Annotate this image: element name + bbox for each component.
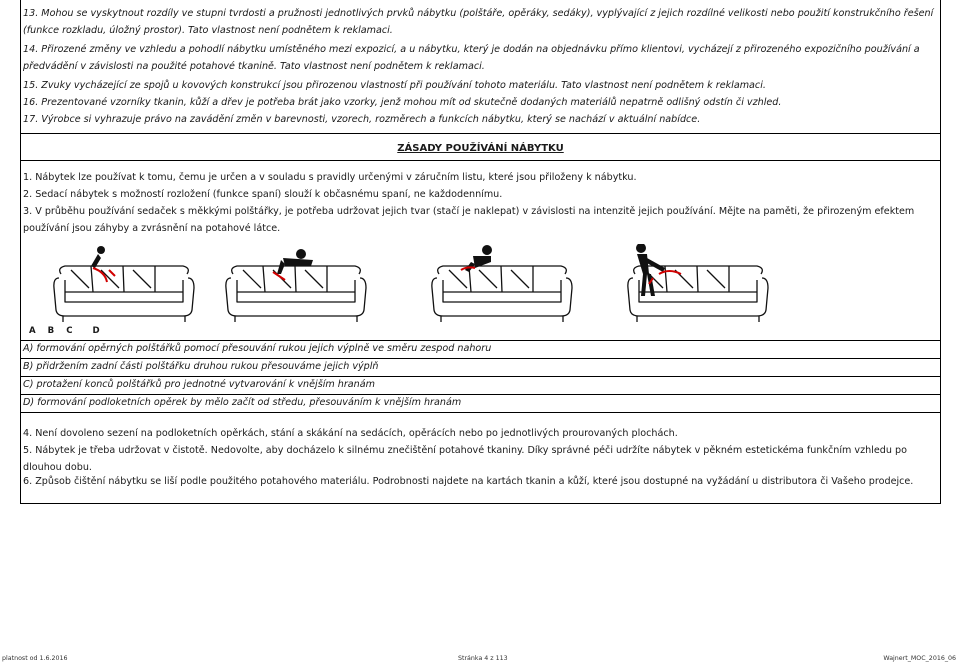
figure-letter: A — [29, 326, 36, 336]
figure-description-a: A) formování opěrných polštářků pomocí přesouvání rukou jejich výplně ve směru zespod nahoru — [23, 343, 492, 354]
section-title: ZÁSADY POUŽÍVÁNÍ NÁBYTKU — [397, 143, 564, 154]
figure-description-b: B) přidržením zadní části polštářku druhou rukou přesouváme jejich výplň — [23, 361, 379, 372]
rule-5: 5. Nábytek je třeba udržovat v čistotě. Nedovolte, aby docházelo k silnému znečištění potahové tkaniny. Díky správné péči udržíte nábytek v pěkném estetickéma funkčním vzhledu po dlouhou dobu. — [23, 445, 907, 473]
sofa-illustration-c — [429, 244, 574, 326]
rule-1: 1. Nábytek lze používat k tomu, čemu je určen a v souladu s pravidly určenými v záručním listu, které jsou přiloženy k nábytku. — [23, 172, 637, 183]
footer-document-id: Wajnert_MOC_2016_06 — [883, 655, 956, 662]
paragraph-15: 15. Zvuky vycházející ze spojů u kovových konstrukcí jsou přirozenou vlastností při používání tohoto materiálu. Tato vlastnost není podnětem k reklamaci. — [23, 80, 766, 91]
figure-letter: B — [47, 326, 55, 336]
figure-letter: C — [66, 326, 73, 336]
divider-line — [21, 133, 940, 134]
document-frame — [20, 0, 941, 504]
footer-validity: platnost od 1.6.2016 — [2, 655, 68, 662]
figure-description-d: D) formování podloketních opěrek by mělo začít od středu, přesouváním k vnějším hranám — [23, 397, 462, 408]
paragraph-16: 16. Prezentované vzorníky tkanin, kůží a dřev je potřeba brát jako vzorky, jenž mohou mít od skutečně dodaných materiálů nepatrně odlišný odstín či vzhled. — [23, 97, 782, 108]
figure-letter: D — [92, 326, 100, 336]
divider-line — [21, 160, 940, 161]
sofa-illustration-d — [625, 244, 770, 326]
rule-4: 4. Není dovoleno sezení na podloketních opěrkách, stání a skákání na sedácích, opěrácích nebo po jednotlivých prourovaných plochách. — [23, 428, 678, 439]
paragraph-14: 14. Přirozené změny ve vzhledu a pohodlí nábytku umístěného mezi expozicí, a u nábytku, který je dodán na objednávku přímo klientovi, vycházejí z přirozeného expozičního používání a předvádění v závislosti na použité potahové tkanině. Tato vlastnost není podnětem k reklamaci. — [23, 44, 920, 72]
sofa-illustrations — [21, 244, 940, 326]
rule-3: 3. V průběhu používání sedaček s měkkými polštářky, je potřeba udržovat jejich tvar (stačí je naklepat) v závislosti na intenzitě jejich používání. Mějte na paměti, že přirozeným efektem používání jsou záhyby a zvrásnění na potahové látce. — [23, 206, 915, 234]
figure-description-c: C) protažení konců polštářků pro jednotné vytvarování k vnějším hranám — [23, 379, 375, 390]
footer-page-number: Stránka 4 z 113 — [458, 655, 508, 662]
divider-line — [21, 412, 940, 413]
paragraph-17: 17. Výrobce si vyhrazuje právo na zavádění změn v barevnosti, vzorech, rozměrech a funkcích nábytku, který se nachází v aktuální nabídce. — [23, 114, 701, 125]
figure-letters — [29, 325, 112, 337]
sofa-illustration-a — [51, 244, 196, 326]
rule-6: 6. Způsob čištění nábytku se liší podle použitého potahového materiálu. Podrobnosti najdete na kartách tkanin a kůží, které jsou dostupné na vyžádání u distributora či Vašeho prodejce. — [23, 476, 914, 487]
paragraph-13: 13. Mohou se vyskytnout rozdíly ve stupni tvrdosti a pružnosti jednotlivých prvků nábytku (polštáře, opěráky, sedáky), vyplývající z jejich rozdílné velikosti nebo použití konstrukčního řešení (funkce rozkladu, úložný prostor). Tato vlastnost není podnětem k reklamaci. — [23, 8, 934, 36]
rule-2: 2. Sedací nábytek s možností rozložení (funkce spaní) slouží k občasnému spaní, ne každodennímu. — [23, 189, 503, 200]
sofa-illustration-b — [223, 244, 368, 326]
